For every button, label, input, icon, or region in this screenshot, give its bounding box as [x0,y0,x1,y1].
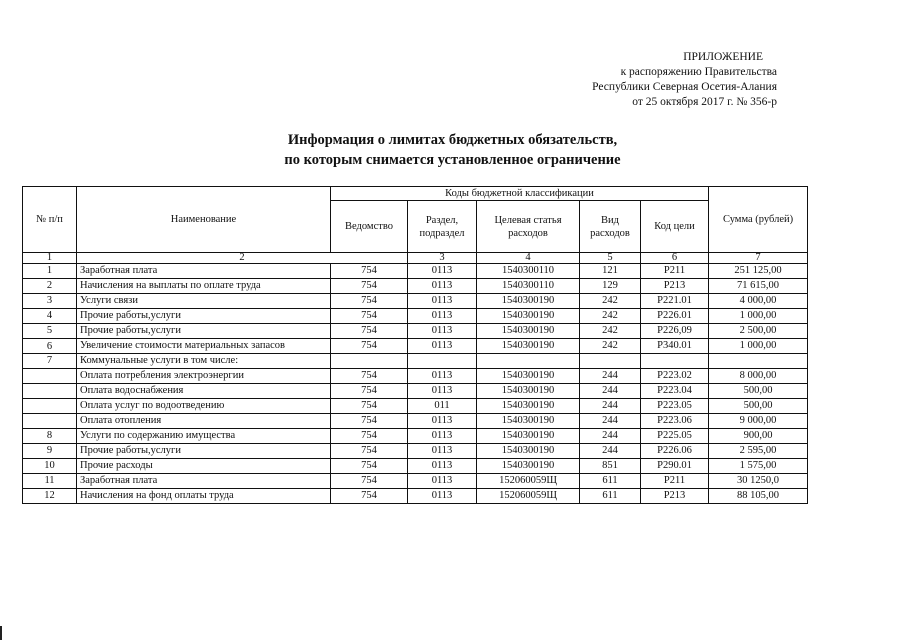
row-dept: 754 [331,369,408,384]
row-section: 0113 [408,279,477,294]
row-kind: 129 [580,279,641,294]
column-number: 5 [580,253,641,264]
row-dept: 754 [331,429,408,444]
row-kind: 244 [580,384,641,399]
table-row [23,489,808,504]
row-goal: P226.06 [641,444,709,459]
table-row [23,354,808,369]
row-number: 5 [23,324,77,339]
row-section: 0113 [408,294,477,309]
column-number: 1 [23,253,77,264]
table-row [23,414,808,429]
scan-edge-mark [0,626,2,640]
row-sum: 1 575,00 [709,459,808,474]
table-row [23,444,808,459]
row-number: 6 [23,339,77,354]
row-target: 152060059Щ [477,474,580,489]
row-section: 0113 [408,384,477,399]
row-section [408,354,477,369]
row-name: Прочие работы,услуги [77,444,331,459]
row-section: 011 [408,399,477,414]
row-target: 152060059Щ [477,489,580,504]
row-kind: 244 [580,414,641,429]
row-number [23,399,77,414]
row-kind: 121 [580,264,641,279]
header-kind: Вид расходов [580,201,641,253]
row-name: Прочие работы,услуги [77,324,331,339]
row-goal: P213 [641,489,709,504]
row-name: Прочие расходы [77,459,331,474]
row-target [477,354,580,369]
row-goal: P223.05 [641,399,709,414]
row-goal: P211 [641,264,709,279]
row-kind: 244 [580,369,641,384]
row-number: 8 [23,429,77,444]
row-kind: 244 [580,399,641,414]
appendix-line: к распоряжению Правительства [620,66,777,78]
row-number: 9 [23,444,77,459]
header-goal: Код цели [641,201,709,253]
row-dept: 754 [331,324,408,339]
row-number [23,369,77,384]
row-target: 1540300190 [477,384,580,399]
column-number: 3 [408,253,477,264]
column-numbers-row [23,253,808,264]
row-name: Начисления на фонд оплаты труда [77,489,331,504]
row-number: 3 [23,294,77,309]
row-dept: 754 [331,489,408,504]
table-row [23,324,808,339]
row-dept: 754 [331,459,408,474]
row-kind: 242 [580,324,641,339]
row-name: Оплата водоснабжения [77,384,331,399]
appendix-title: ПРИЛОЖЕНИЕ [683,51,763,63]
row-dept: 754 [331,264,408,279]
row-target: 1540300190 [477,414,580,429]
appendix-block [537,50,777,110]
row-dept: 754 [331,384,408,399]
row-kind: 242 [580,294,641,309]
row-sum: 2 595,00 [709,444,808,459]
row-name: Услуги по содержанию имущества [77,429,331,444]
row-goal: P290.01 [641,459,709,474]
row-name: Заработная плата [77,474,331,489]
row-sum: 1 000,00 [709,309,808,324]
table-row [23,474,808,489]
heading-line: Информация о лимитах бюджетных обязательств, [287,132,618,148]
column-number: 4 [477,253,580,264]
row-kind: 244 [580,429,641,444]
row-name: Коммунальные услуги в том числе: [77,354,331,369]
row-target: 1540300190 [477,459,580,474]
row-section: 0113 [408,489,477,504]
row-section: 0113 [408,474,477,489]
row-kind: 242 [580,339,641,354]
row-target: 1540300190 [477,324,580,339]
row-dept: 754 [331,294,408,309]
row-sum: 71 615,00 [709,279,808,294]
row-target: 1540300110 [477,279,580,294]
row-kind: 611 [580,474,641,489]
column-number: 6 [641,253,709,264]
row-number: 10 [23,459,77,474]
row-sum: 4 000,00 [709,294,808,309]
row-goal: P223.02 [641,369,709,384]
column-number: 2 [77,253,408,264]
table-row [23,384,808,399]
row-number: 12 [23,489,77,504]
row-kind: 244 [580,444,641,459]
row-dept: 754 [331,444,408,459]
row-goal: P211 [641,474,709,489]
row-sum [709,354,808,369]
column-number: 7 [709,253,808,264]
document-heading [0,130,905,170]
row-target: 1540300190 [477,399,580,414]
table-row [23,399,808,414]
row-kind: 242 [580,309,641,324]
table-row [23,459,808,474]
table-row [23,339,808,354]
header-target: Целевая статья расходов [477,201,580,253]
row-dept: 754 [331,279,408,294]
row-goal [641,354,709,369]
row-section: 0113 [408,459,477,474]
row-section: 0113 [408,444,477,459]
row-kind: 611 [580,489,641,504]
row-target: 1540300190 [477,444,580,459]
row-dept [331,354,408,369]
row-number: 7 [23,354,77,369]
row-goal: P226,09 [641,324,709,339]
row-sum: 9 000,00 [709,414,808,429]
row-number: 1 [23,264,77,279]
row-name: Начисления на выплаты по оплате труда [77,279,331,294]
row-target: 1540300190 [477,294,580,309]
row-name: Заработная плата [77,264,331,279]
header-section: Раздел, подраздел [408,201,477,253]
row-sum: 30 1250,0 [709,474,808,489]
heading-line: по которым снимается установленное ограничение [284,152,621,168]
appendix-date-line: от 25 октября 2017 г. № 356-р [632,96,777,108]
row-dept: 754 [331,399,408,414]
row-sum: 8 000,00 [709,369,808,384]
row-section: 0113 [408,339,477,354]
row-section: 0113 [408,324,477,339]
row-sum: 2 500,00 [709,324,808,339]
row-number: 4 [23,309,77,324]
row-section: 0113 [408,429,477,444]
row-name: Услуги связи [77,294,331,309]
row-target: 1540300190 [477,429,580,444]
row-number [23,414,77,429]
row-dept: 754 [331,339,408,354]
header-name: Наименование [77,187,331,253]
row-dept: 754 [331,414,408,429]
row-target: 1540300110 [477,264,580,279]
row-name: Увеличение стоимости материальных запасов [77,339,331,354]
row-name: Оплата отопления [77,414,331,429]
row-number: 11 [23,474,77,489]
row-section: 0113 [408,369,477,384]
table-row [23,369,808,384]
row-target: 1540300190 [477,339,580,354]
row-target: 1540300190 [477,369,580,384]
header-sum: Сумма (рублей) [709,187,808,253]
row-goal: P226.01 [641,309,709,324]
row-name: Оплата потребления электроэнергии [77,369,331,384]
row-section: 0113 [408,309,477,324]
row-section: 0113 [408,414,477,429]
table-row [23,309,808,324]
table-row [23,429,808,444]
row-sum: 1 000,00 [709,339,808,354]
header-num: № п/п [23,187,77,253]
header-codes-group: Коды бюджетной классификации [331,187,709,201]
row-section: 0113 [408,264,477,279]
row-kind [580,354,641,369]
row-goal: P223.04 [641,384,709,399]
row-goal: P225.05 [641,429,709,444]
row-kind: 851 [580,459,641,474]
row-goal: P223.06 [641,414,709,429]
row-sum: 88 105,00 [709,489,808,504]
row-target: 1540300190 [477,309,580,324]
row-dept: 754 [331,309,408,324]
row-sum: 251 125,00 [709,264,808,279]
row-goal: P213 [641,279,709,294]
table-row [23,294,808,309]
row-goal: P340.01 [641,339,709,354]
header-dept: Ведомство [331,201,408,253]
row-number [23,384,77,399]
row-sum: 500,00 [709,384,808,399]
row-dept: 754 [331,474,408,489]
row-sum: 900,00 [709,429,808,444]
row-goal: P221.01 [641,294,709,309]
row-number: 2 [23,279,77,294]
row-sum: 500,00 [709,399,808,414]
appendix-line: Республики Северная Осетия-Алания [592,81,777,93]
limits-table [22,186,808,504]
row-name: Прочие работы,услуги [77,309,331,324]
table-row [23,279,808,294]
table-row [23,264,808,279]
row-name: Оплата услуг по водоотведению [77,399,331,414]
